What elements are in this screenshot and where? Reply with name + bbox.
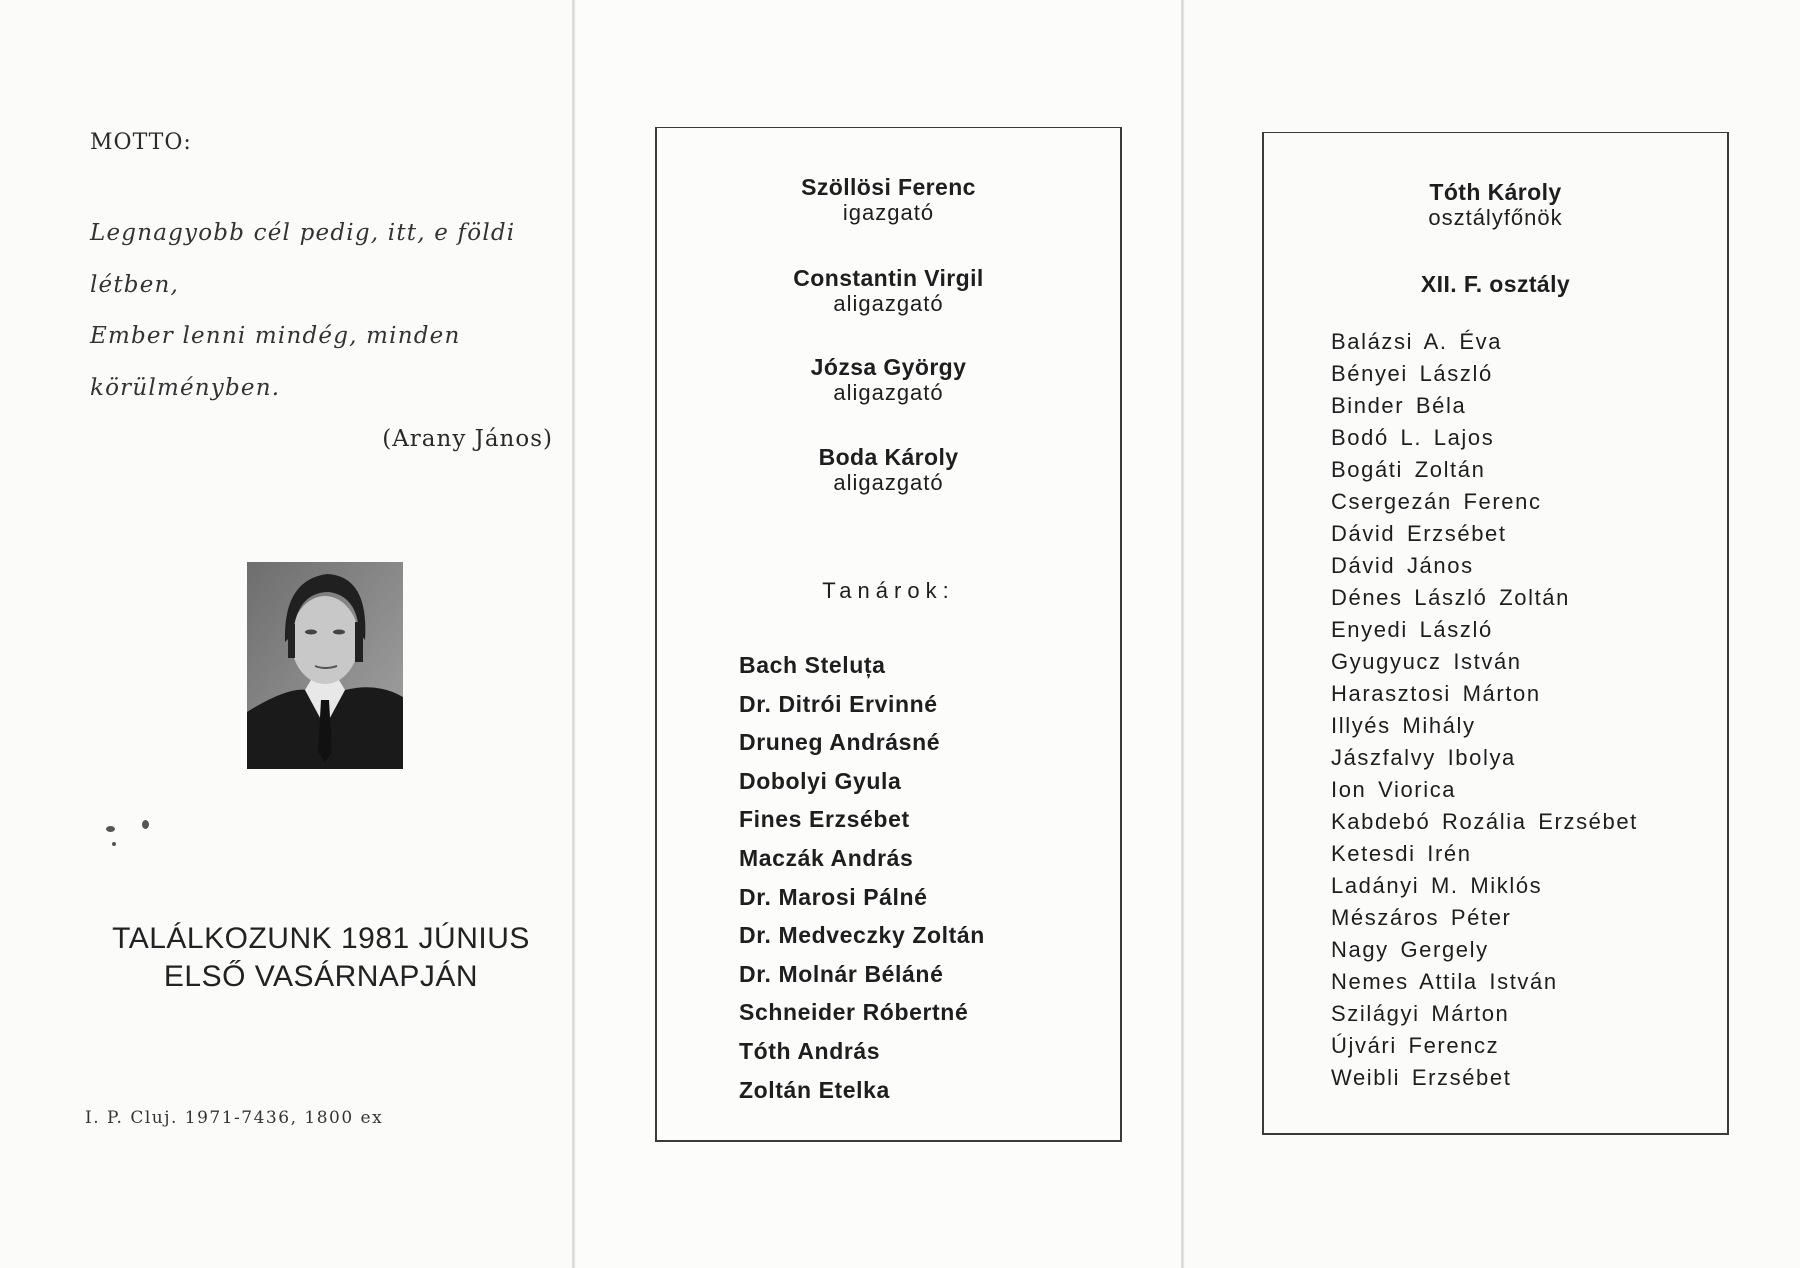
student-name: Szilágyi Márton — [1331, 1001, 1510, 1026]
fold-line — [572, 0, 575, 1268]
student-name: Dávid János — [1331, 553, 1474, 578]
reunion-headline — [60, 920, 582, 996]
student-name: Csergezán Ferenc — [1331, 489, 1542, 514]
teacher-name: Tóth András — [739, 1037, 881, 1064]
quote-line: Ember lenni mindég, minden — [90, 323, 461, 349]
teacher-name: Bach Steluța — [739, 652, 886, 678]
staff-box — [655, 127, 1122, 1142]
class-box — [1262, 132, 1729, 1135]
leader-title: igazgató — [842, 200, 935, 225]
leader-name: Boda Károly — [818, 444, 959, 470]
head-teacher-entry — [1264, 179, 1727, 231]
student-name: Gyugyucz István — [1331, 649, 1522, 674]
student-name: Binder Béla — [1331, 393, 1467, 418]
leader-entry — [657, 174, 1120, 226]
student-name: Enyedi László — [1331, 617, 1493, 642]
student-name: Bodó L. Lajos — [1331, 425, 1495, 450]
leader-entry — [657, 444, 1120, 496]
student-name: Nagy Gergely — [1331, 937, 1489, 962]
student-name: Weibli Erzsébet — [1331, 1065, 1512, 1090]
quote-line: Legnagyobb cél pedig, itt, e földi — [90, 220, 516, 246]
student-name: Harasztosi Márton — [1331, 681, 1541, 706]
leader-entry — [657, 354, 1120, 406]
teacher-name: Schneider Róbertné — [739, 999, 969, 1026]
left-panel — [0, 0, 572, 1268]
fold-line — [1181, 0, 1184, 1268]
student-list — [1331, 326, 1638, 1094]
student-name: Balázsi A. Éva — [1331, 329, 1503, 354]
student-name: Kabdebó Rozália Erzsébet — [1331, 809, 1638, 834]
teacher-name: Maczák András — [739, 844, 914, 871]
student-name: Újvári Ferencz — [1331, 1033, 1500, 1058]
head-teacher-title: osztályfőnök — [1428, 205, 1563, 230]
student-name: Mészáros Péter — [1331, 905, 1512, 930]
teacher-list — [739, 646, 985, 1109]
teacher-name: Dobolyi Gyula — [739, 767, 902, 794]
leader-name: Józsa György — [810, 354, 967, 380]
ink-speck — [106, 826, 115, 832]
class-name: XII. F. osztály — [1420, 271, 1571, 297]
teacher-name: Dr. Molnár Béláné — [739, 960, 944, 987]
motto-label: MOTTO: — [90, 130, 192, 155]
leader-name: Constantin Virgil — [793, 265, 984, 291]
ink-speck — [142, 820, 149, 829]
student-name: Dénes László Zoltán — [1331, 585, 1570, 610]
portrait-photo — [247, 562, 403, 769]
headline-line: TALÁLKOZUNK 1981 JÚNIUS — [112, 922, 530, 955]
teacher-name: Dr. Marosi Pálné — [739, 883, 928, 910]
student-name: Illyés Mihály — [1331, 713, 1476, 738]
teacher-name: Fines Erzsébet — [739, 806, 910, 833]
leader-title: aligazgató — [833, 470, 944, 495]
head-teacher-name: Tóth Károly — [1429, 179, 1562, 205]
print-imprint: I. P. Cluj. 1971-7436, 1800 ex — [85, 1108, 384, 1128]
quote-author: (Arany János) — [382, 426, 553, 452]
leader-title: aligazgató — [833, 380, 944, 405]
teacher-name: Dr. Ditrói Ervinné — [739, 690, 938, 717]
ink-speck — [112, 842, 116, 846]
student-name: Ketesdi Irén — [1331, 841, 1472, 866]
leader-name: Szöllösi Ferenc — [801, 174, 976, 200]
quote-line: létben, — [90, 272, 180, 298]
student-name: Ladányi M. Miklós — [1331, 873, 1543, 898]
student-name: Bogáti Zoltán — [1331, 457, 1486, 482]
student-name: Dávid Erzsébet — [1331, 521, 1507, 546]
headline-line: ELSŐ VASÁRNAPJÁN — [163, 960, 479, 993]
student-name: Nemes Attila István — [1331, 969, 1558, 994]
teacher-name: Dr. Medveczky Zoltán — [739, 922, 985, 949]
teacher-name: Druneg Andrásné — [739, 729, 941, 756]
student-name: Bényei László — [1331, 361, 1493, 386]
leader-entry — [657, 265, 1120, 317]
student-name: Ion Viorica — [1331, 777, 1457, 802]
teacher-name: Zoltán Etelka — [739, 1076, 890, 1103]
teachers-heading: Tanárok: — [822, 578, 955, 603]
quote-line: körülményben. — [90, 375, 281, 401]
student-name: Jászfalvy Ibolya — [1331, 745, 1516, 770]
leader-title: aligazgató — [833, 291, 944, 316]
